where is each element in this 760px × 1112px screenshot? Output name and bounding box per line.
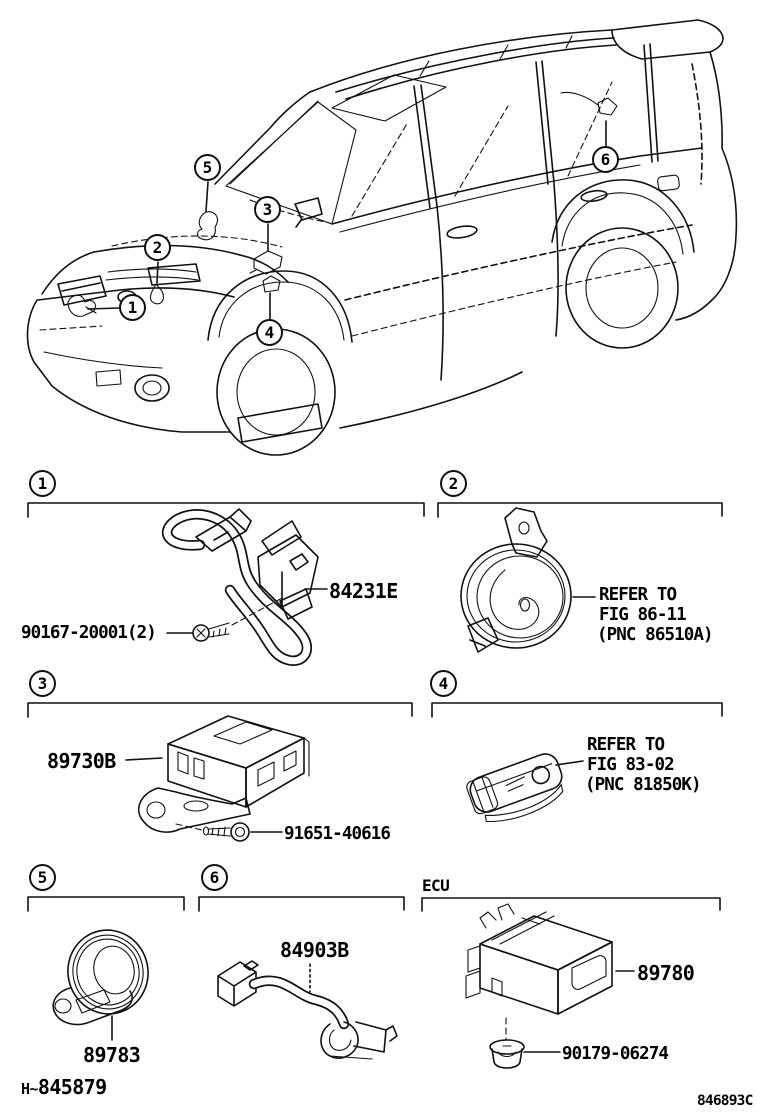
part-84903b-drawing <box>218 961 397 1059</box>
car-character-line <box>345 225 692 300</box>
car-fuel-door <box>657 175 680 191</box>
section-2-number-badge <box>440 470 467 497</box>
ecu3-left <box>168 744 246 807</box>
part-number-90179-06274: 90179-06274 <box>562 1044 668 1064</box>
car-fender-top <box>42 252 94 294</box>
car-headlight-right <box>148 264 200 285</box>
ecu-top <box>480 916 612 970</box>
ecu-right <box>558 942 612 1014</box>
car-front-door-handle <box>446 224 477 240</box>
car-part-6 <box>561 93 617 116</box>
car-rear-quarter <box>676 148 736 320</box>
car-headlight-left <box>58 276 106 305</box>
car-callout-leaders <box>68 93 617 320</box>
refer-note-horn-line3: (PNC 86510A) <box>597 625 713 645</box>
leader-transmitter-refer <box>556 761 583 765</box>
bracket-section-ecu <box>422 898 720 911</box>
car-drawing <box>28 20 737 455</box>
part-transmitter-drawing <box>465 750 583 830</box>
part-number-90167-20001: 90167-20001(2) <box>21 623 156 643</box>
car-part-2 <box>150 284 163 304</box>
footer-revision-code <box>21 1076 107 1099</box>
footer-revision-prefix: H~ <box>21 1080 38 1098</box>
bracket-section-5 <box>28 897 184 911</box>
car-fog-lamp <box>135 375 169 401</box>
section-5-number: 5 <box>37 868 48 887</box>
car-hood-to-door <box>240 255 288 282</box>
refer-note-transmitter-line3: (PNC 81850K) <box>585 775 701 795</box>
car-callout-4 <box>256 319 283 346</box>
part-number-84231e: 84231E <box>329 579 398 603</box>
bracket-section-3 <box>28 703 412 717</box>
bracket-section-6 <box>199 897 404 911</box>
part-number-89783: 89783 <box>83 1043 141 1067</box>
car-rear-spoiler <box>612 20 723 59</box>
cord-clamp-ring <box>321 1022 358 1058</box>
refer-note-horn-line1: REFER TO <box>599 585 677 605</box>
car-callout-4-number: 4 <box>264 323 275 342</box>
car-part-5 <box>198 212 218 240</box>
car-mirror <box>295 198 322 227</box>
sensor-flag <box>262 521 301 555</box>
section-6-number-badge <box>201 864 228 891</box>
part-horn-drawing <box>461 508 595 652</box>
car-callout-1 <box>119 294 146 321</box>
car-rear-door-seam <box>554 184 558 336</box>
car-callout-2 <box>144 234 171 261</box>
car-d-pillar <box>644 44 658 162</box>
bracket-section-1 <box>28 503 424 517</box>
car-lower-intake <box>238 404 322 442</box>
car-front-door-seam <box>437 206 443 380</box>
bracket-section-2 <box>438 503 722 517</box>
leader-89730b <box>126 758 162 760</box>
section-4-number: 4 <box>438 674 449 693</box>
car-rocker <box>340 372 522 428</box>
car-callout-5-number: 5 <box>202 158 213 177</box>
car-callout-3 <box>254 196 281 223</box>
screw-shaft <box>209 623 229 637</box>
section-3-number: 3 <box>37 674 48 693</box>
section-1-number-badge <box>29 470 56 497</box>
section-brackets <box>28 503 722 911</box>
bracket-section-4 <box>432 703 722 717</box>
roof-rack-rail-2 <box>346 45 616 99</box>
car-rear-wheel <box>566 228 678 348</box>
footer-revision-number: 845879 <box>37 1075 107 1099</box>
section-1-number: 1 <box>37 474 48 493</box>
car-rear-edge <box>710 52 722 148</box>
section-5-number-badge <box>29 864 56 891</box>
car-callout-6-number: 6 <box>600 150 611 169</box>
section-3-number-badge <box>29 670 56 697</box>
refer-note-transmitter-line2: FIG 83-02 <box>587 755 674 775</box>
horn-lower-tab <box>468 618 498 652</box>
part-number-89780: 89780 <box>637 961 695 985</box>
bolt-head <box>231 823 249 841</box>
car-roofline <box>310 30 612 92</box>
part-89730b-drawing <box>126 716 309 841</box>
car-a-pillar <box>215 92 310 184</box>
part-number-84903b: 84903B <box>280 938 349 962</box>
bolt-shaft <box>208 827 230 836</box>
car-rear-door-handle <box>580 189 607 203</box>
footer-figure-code: 846893C <box>697 1093 753 1109</box>
car-c-pillar <box>536 61 554 184</box>
ecu-section-header: ECU <box>422 876 450 895</box>
part-89783-drawing <box>53 923 156 1040</box>
section-4-number-badge <box>430 670 457 697</box>
refer-note-transmitter-line1: REFER TO <box>587 735 665 755</box>
part-number-89730b: 89730B <box>47 749 116 773</box>
ecu3-right <box>246 738 304 807</box>
car-callout-1-number: 1 <box>127 298 138 317</box>
section-2-number: 2 <box>448 474 459 493</box>
car-tailgate-seam <box>692 64 702 184</box>
refer-note-horn-line2: FIG 86-11 <box>599 605 686 625</box>
grommet-top <box>490 1040 524 1054</box>
car-callout-5 <box>194 154 221 181</box>
cord-clamp-plate <box>354 1022 397 1052</box>
car-windshield <box>226 102 356 224</box>
car-callout-2-number: 2 <box>152 238 163 257</box>
section-6-number: 6 <box>209 868 220 887</box>
car-beltline <box>332 148 702 224</box>
car-callout-6 <box>592 146 619 173</box>
car-callout-3-number: 3 <box>262 200 273 219</box>
part-number-91651-40616: 91651-40616 <box>284 824 390 844</box>
part-84231e-drawing <box>167 509 327 661</box>
